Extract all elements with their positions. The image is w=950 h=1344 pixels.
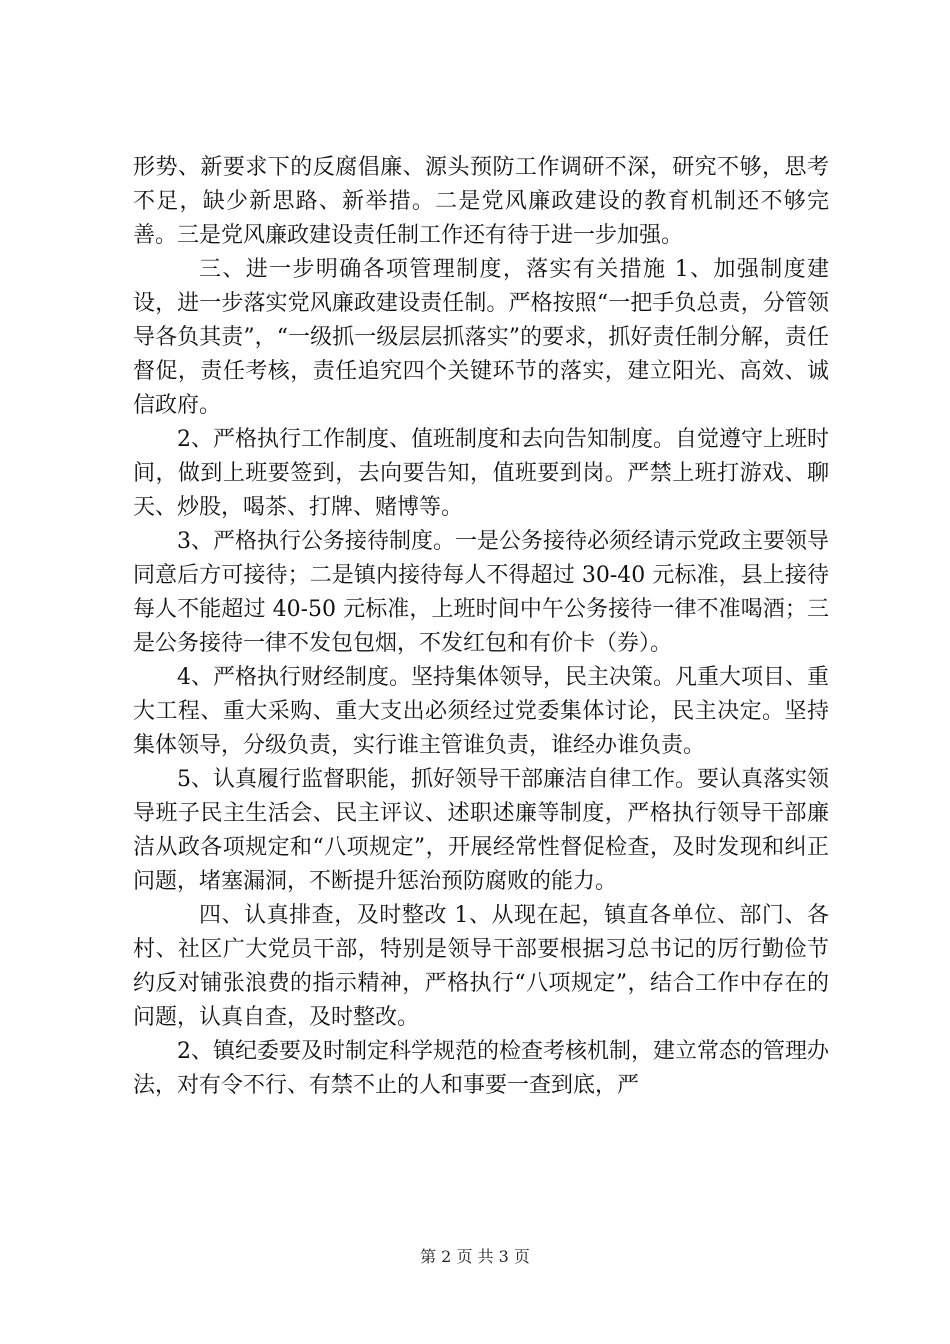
paragraph-3: 2、严格执行工作制度、值班制度和去向告知制度。自觉遵守上班时间，做到上班要签到，去向要告知，值班要到岗。严禁上班打游戏、聊天、炒股，喝茶、打牌、赌博等。: [133, 427, 829, 520]
paragraph-4: 3、严格执行公务接待制度。一是公务接待必须经请示党政主要领导同意后方可接待；二是镇内接待每人不得超过 30-40 元标准，县上接待每人不能超过 40-50 元标准，上班时间中午公务接待一律不准喝酒；三是公务接待一律不发包包烟，不发红包和有价卡（券）。: [133, 529, 829, 656]
paragraph-1: 形势、新要求下的反腐倡廉、源头预防工作调研不深，研究不够，思考不足，缺少新思路、新举措。二是党风廉政建设的教育机制还不够完善。三是党风廉政建设责任制工作还有待于进一步加强。: [133, 155, 829, 248]
paragraph-5: 4、严格执行财经制度。坚持集体领导，民主决策。凡重大项目、重大工程、重大采购、重大支出必须经过党委集体讨论，民主决定。坚持集体领导，分级负责，实行谁主管谁负责，谁经办谁负责。: [133, 665, 829, 758]
document-body: [133, 151, 829, 1103]
paragraph-2: 三、进一步明确各项管理制度，落实有关措施 1、加强制度建设，进一步落实党风廉政建设责任制。严格按照“一把手负总责，分管领导各负其责”，“一级抓一级层层抓落实”的要求，抓好责任制分解，责任督促，责任考核，责任追究四个关键环节的落实，建立阳光、高效、诚信政府。: [133, 257, 829, 418]
page-footer: 第 2 页 共 3 页: [420, 1247, 530, 1266]
paragraph-6: 5、认真履行监督职能，抓好领导干部廉洁自律工作。要认真落实领导班子民主生活会、民主评议、述职述廉等制度，严格执行领导干部廉洁从政各项规定和“八项规定”，开展经常性督促检查，及时发现和纠正问题，堵塞漏洞，不断提升惩治预防腐败的能力。: [133, 767, 829, 894]
paragraph-7: 四、认真排查，及时整改 1、从现在起，镇直各单位、部门、各村、社区广大党员干部，特别是领导干部要根据习总书记的厉行勤俭节约反对铺张浪费的指示精神，严格执行“八项规定”，结合工作中存在的问题，认真自查，及时整改。: [133, 903, 829, 1030]
paragraph-8: 2、镇纪委要及时制定科学规范的检查考核机制，建立常态的管理办法，对有令不行、有禁不止的人和事要一查到底，严: [133, 1039, 829, 1098]
